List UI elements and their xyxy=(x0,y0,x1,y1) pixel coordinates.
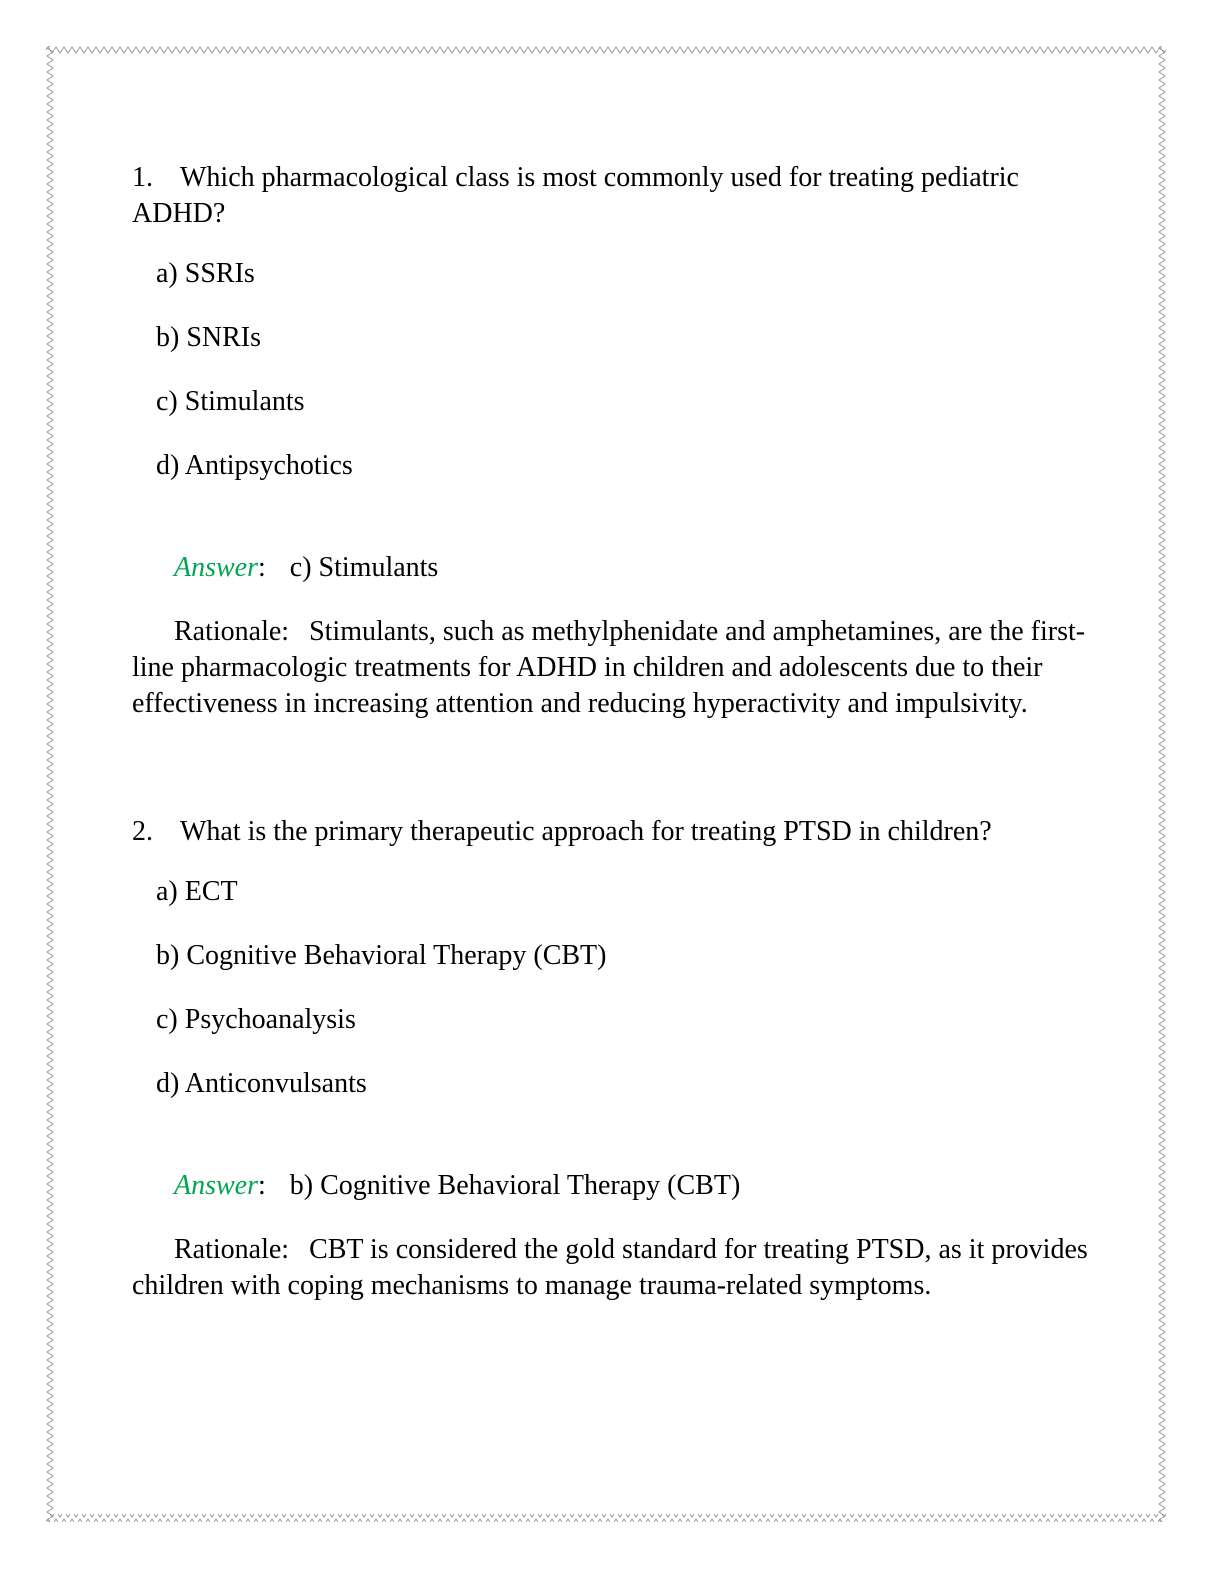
option-a: a) ECT xyxy=(156,876,238,907)
rationale-text: Stimulants, such as methylphenidate and amphetamines, are the first-line pharmacologic treatments for ADHD in children and adolescents due to their effectiveness in increasing attention and reducing hyperactivity and impulsivity. xyxy=(132,616,1086,719)
rationale xyxy=(132,614,1092,722)
answer-colon: : xyxy=(258,552,266,583)
option-d: d) Antipsychotics xyxy=(156,450,353,481)
answer-label: Answer xyxy=(174,552,258,583)
answer-line xyxy=(174,1168,1092,1204)
options-list xyxy=(132,874,1092,1102)
option-c: c) Stimulants xyxy=(156,386,305,417)
options-list xyxy=(132,256,1092,484)
answer-value: c) Stimulants xyxy=(289,552,439,583)
option-a: a) SSRIs xyxy=(156,258,255,289)
rationale xyxy=(132,1232,1092,1304)
option-b: b) Cognitive Behavioral Therapy (CBT) xyxy=(156,940,607,971)
question-number: 1. xyxy=(132,162,153,193)
question-text: Which pharmacological class is most commonly used for treating pediatric ADHD? xyxy=(132,162,1019,229)
rationale-text: CBT is considered the gold standard for treating PTSD, as it provides children with coping mechanisms to manage trauma-related symptoms. xyxy=(132,1234,1088,1301)
option-c: c) Psychoanalysis xyxy=(156,1004,356,1035)
rationale-label: Rationale: xyxy=(174,616,290,647)
question-document xyxy=(132,160,1092,1304)
answer-value: b) Cognitive Behavioral Therapy (CBT) xyxy=(289,1170,741,1201)
question-1 xyxy=(132,160,1092,232)
question-2 xyxy=(132,814,1092,850)
answer-colon: : xyxy=(258,1170,266,1201)
question-block-1 xyxy=(132,160,1092,722)
question-text: What is the primary therapeutic approach for treating PTSD in children? xyxy=(180,816,992,847)
question-block-2 xyxy=(132,814,1092,1304)
spacer xyxy=(132,722,1092,814)
option-d: d) Anticonvulsants xyxy=(156,1068,367,1099)
answer-label: Answer xyxy=(174,1170,258,1201)
rationale-label: Rationale: xyxy=(174,1234,290,1265)
answer-line xyxy=(174,550,1092,586)
option-b: b) SNRIs xyxy=(156,322,262,353)
question-number: 2. xyxy=(132,816,153,847)
